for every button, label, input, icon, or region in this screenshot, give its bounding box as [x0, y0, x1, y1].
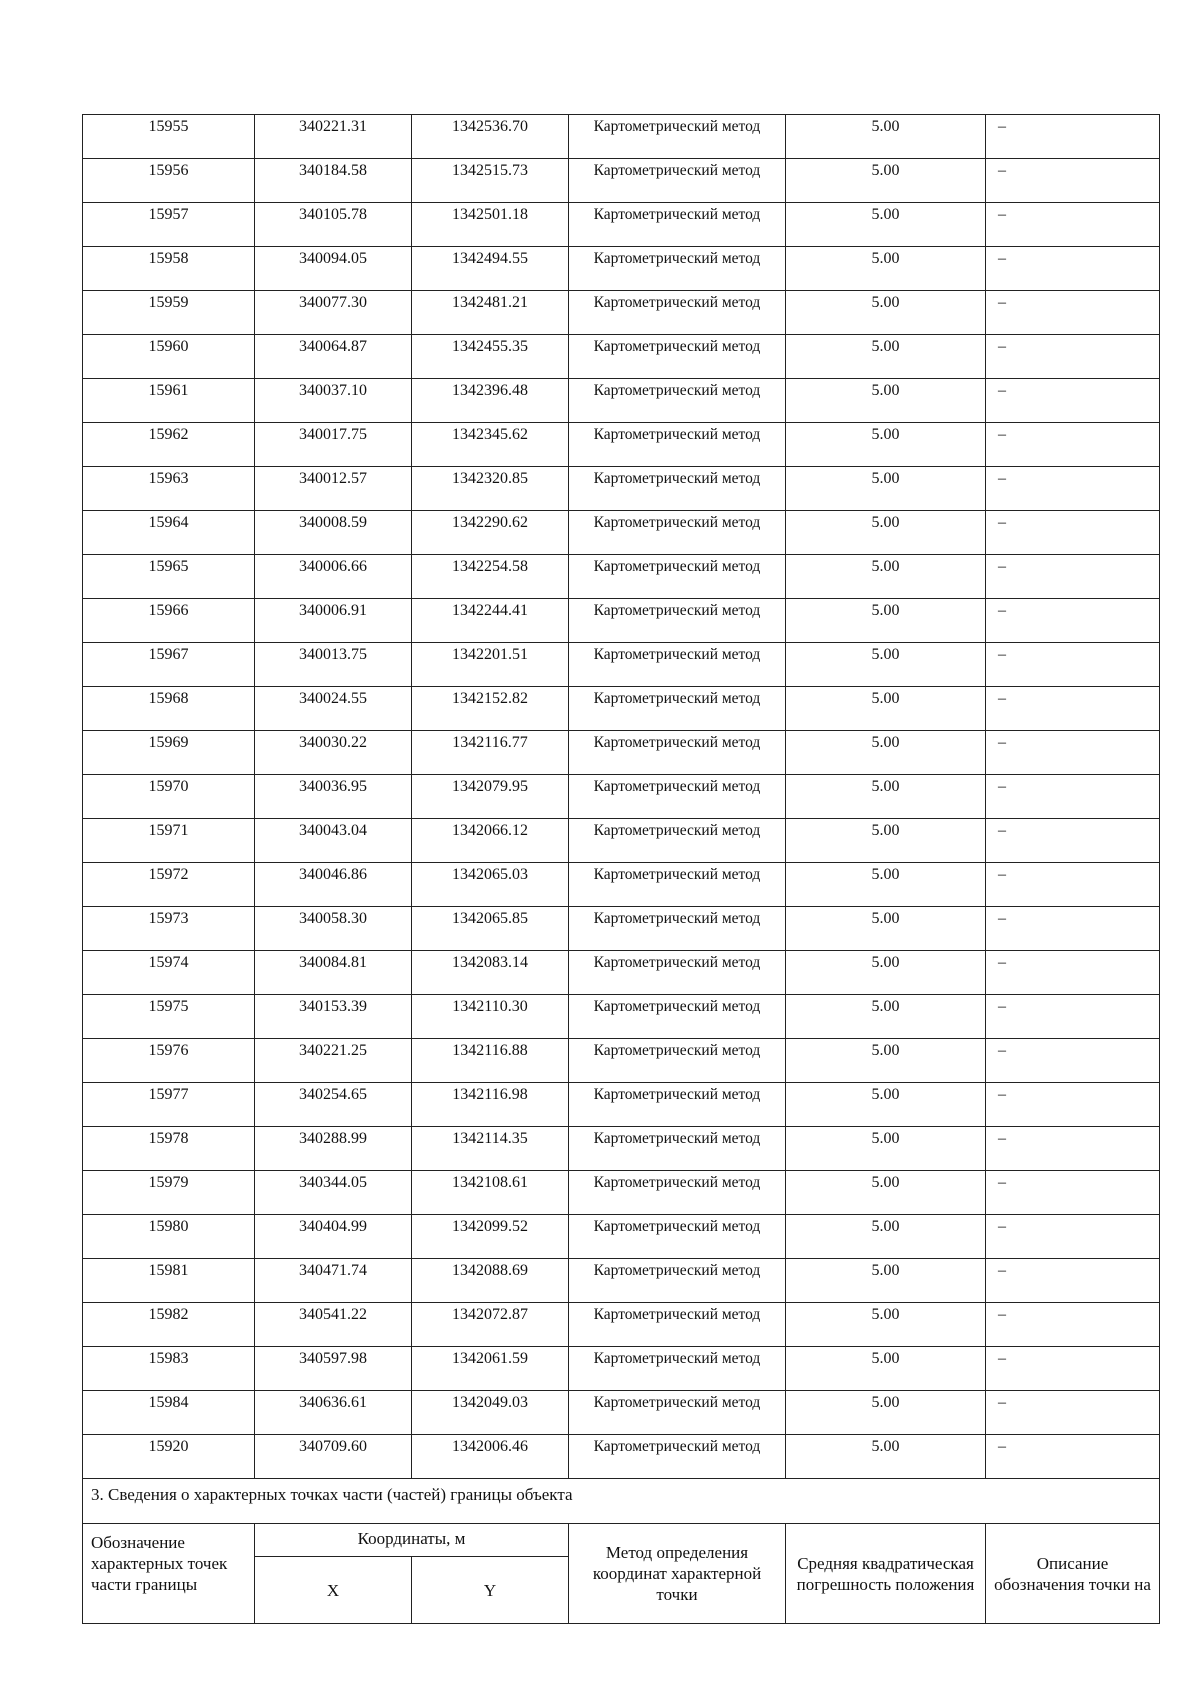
- method-cell: Картометрический метод: [569, 1435, 786, 1479]
- description-cell: –: [986, 511, 1160, 555]
- method-cell: Картометрический метод: [569, 1347, 786, 1391]
- coord-x: 340043.04: [255, 819, 412, 863]
- point-number: 15972: [83, 863, 255, 907]
- coord-x: 340344.05: [255, 1171, 412, 1215]
- point-number: 15981: [83, 1259, 255, 1303]
- table-row: [83, 1347, 1160, 1391]
- error-cell: 5.00: [786, 599, 986, 643]
- coord-x: 340017.75: [255, 423, 412, 467]
- description-cell: –: [986, 203, 1160, 247]
- description-cell: –: [986, 1171, 1160, 1215]
- coord-x: 340064.87: [255, 335, 412, 379]
- description-cell: –: [986, 291, 1160, 335]
- coord-y: 1342201.51: [412, 643, 569, 687]
- method-cell: Картометрический метод: [569, 1303, 786, 1347]
- method-cell: Картометрический метод: [569, 159, 786, 203]
- table-row: [83, 951, 1160, 995]
- description-cell: –: [986, 907, 1160, 951]
- table-row: [83, 1435, 1160, 1479]
- coord-x: 340153.39: [255, 995, 412, 1039]
- point-number: 15957: [83, 203, 255, 247]
- section3-header: [83, 1479, 1160, 1624]
- error-cell: 5.00: [786, 335, 986, 379]
- description-cell: –: [986, 1039, 1160, 1083]
- description-cell: –: [986, 643, 1160, 687]
- point-number: 15959: [83, 291, 255, 335]
- method-cell: Картометрический метод: [569, 335, 786, 379]
- coord-x: 340077.30: [255, 291, 412, 335]
- description-cell: –: [986, 819, 1160, 863]
- coord-y: 1342108.61: [412, 1171, 569, 1215]
- coord-x: 340013.75: [255, 643, 412, 687]
- description-cell: –: [986, 423, 1160, 467]
- point-number: 15967: [83, 643, 255, 687]
- coord-y: 1342079.95: [412, 775, 569, 819]
- error-cell: 5.00: [786, 1171, 986, 1215]
- coord-y: 1342099.52: [412, 1215, 569, 1259]
- error-cell: 5.00: [786, 379, 986, 423]
- coord-y: 1342481.21: [412, 291, 569, 335]
- header-coordinates: Координаты, м: [255, 1524, 569, 1557]
- method-cell: Картометрический метод: [569, 1039, 786, 1083]
- description-cell: –: [986, 1127, 1160, 1171]
- method-cell: Картометрический метод: [569, 863, 786, 907]
- error-cell: 5.00: [786, 1039, 986, 1083]
- coord-y: 1342049.03: [412, 1391, 569, 1435]
- point-number: 15958: [83, 247, 255, 291]
- table-row: [83, 731, 1160, 775]
- error-cell: 5.00: [786, 731, 986, 775]
- point-number: 15920: [83, 1435, 255, 1479]
- coord-y: 1342345.62: [412, 423, 569, 467]
- point-number: 15955: [83, 115, 255, 159]
- coord-x: 340221.31: [255, 115, 412, 159]
- point-number: 15956: [83, 159, 255, 203]
- coord-y: 1342536.70: [412, 115, 569, 159]
- coord-x: 340094.05: [255, 247, 412, 291]
- point-number: 15963: [83, 467, 255, 511]
- table-row: [83, 643, 1160, 687]
- description-cell: –: [986, 159, 1160, 203]
- table-row: [83, 511, 1160, 555]
- coord-y: 1342501.18: [412, 203, 569, 247]
- error-cell: 5.00: [786, 951, 986, 995]
- point-number: 15980: [83, 1215, 255, 1259]
- coord-x: 340006.91: [255, 599, 412, 643]
- coordinates-table: [82, 114, 1160, 1624]
- method-cell: Картометрический метод: [569, 995, 786, 1039]
- table-row: [83, 247, 1160, 291]
- coord-y: 1342116.98: [412, 1083, 569, 1127]
- table-row: [83, 863, 1160, 907]
- header-designation: Обозначение характерных точек части границы: [83, 1524, 255, 1624]
- error-cell: 5.00: [786, 1083, 986, 1127]
- point-number: 15983: [83, 1347, 255, 1391]
- method-cell: Картометрический метод: [569, 423, 786, 467]
- error-cell: 5.00: [786, 907, 986, 951]
- point-number: 15973: [83, 907, 255, 951]
- coord-y: 1342455.35: [412, 335, 569, 379]
- description-cell: –: [986, 1259, 1160, 1303]
- error-cell: 5.00: [786, 247, 986, 291]
- table-row: [83, 775, 1160, 819]
- method-cell: Картометрический метод: [569, 1127, 786, 1171]
- point-number: 15984: [83, 1391, 255, 1435]
- description-cell: –: [986, 687, 1160, 731]
- table-row: [83, 203, 1160, 247]
- description-cell: –: [986, 555, 1160, 599]
- description-cell: –: [986, 467, 1160, 511]
- section-title: 3. Сведения о характерных точках части (частей) границы объекта: [83, 1479, 1160, 1524]
- method-cell: Картометрический метод: [569, 687, 786, 731]
- coord-y: 1342066.12: [412, 819, 569, 863]
- description-cell: –: [986, 731, 1160, 775]
- coord-y: 1342006.46: [412, 1435, 569, 1479]
- error-cell: 5.00: [786, 159, 986, 203]
- point-number: 15961: [83, 379, 255, 423]
- coord-y: 1342072.87: [412, 1303, 569, 1347]
- coord-x: 340036.95: [255, 775, 412, 819]
- coord-x: 340709.60: [255, 1435, 412, 1479]
- coord-x: 340105.78: [255, 203, 412, 247]
- table-row: [83, 1391, 1160, 1435]
- point-number: 15968: [83, 687, 255, 731]
- method-cell: Картометрический метод: [569, 115, 786, 159]
- description-cell: –: [986, 1347, 1160, 1391]
- coord-x: 340084.81: [255, 951, 412, 995]
- description-cell: –: [986, 1083, 1160, 1127]
- method-cell: Картометрический метод: [569, 467, 786, 511]
- method-cell: Картометрический метод: [569, 1215, 786, 1259]
- coord-x: 340024.55: [255, 687, 412, 731]
- method-cell: Картометрический метод: [569, 511, 786, 555]
- error-cell: 5.00: [786, 1215, 986, 1259]
- method-cell: Картометрический метод: [569, 291, 786, 335]
- description-cell: –: [986, 775, 1160, 819]
- coord-x: 340046.86: [255, 863, 412, 907]
- method-cell: Картометрический метод: [569, 907, 786, 951]
- table-row: [83, 335, 1160, 379]
- error-cell: 5.00: [786, 291, 986, 335]
- description-cell: –: [986, 335, 1160, 379]
- coord-x: 340541.22: [255, 1303, 412, 1347]
- coord-y: 1342088.69: [412, 1259, 569, 1303]
- coord-y: 1342244.41: [412, 599, 569, 643]
- point-number: 15970: [83, 775, 255, 819]
- coord-y: 1342396.48: [412, 379, 569, 423]
- description-cell: –: [986, 1435, 1160, 1479]
- table-row: [83, 819, 1160, 863]
- description-cell: –: [986, 951, 1160, 995]
- table-body: [83, 115, 1160, 1479]
- method-cell: Картометрический метод: [569, 819, 786, 863]
- point-number: 15966: [83, 599, 255, 643]
- table-row: [83, 379, 1160, 423]
- header-y: Y: [412, 1557, 569, 1624]
- error-cell: 5.00: [786, 819, 986, 863]
- method-cell: Картометрический метод: [569, 247, 786, 291]
- coord-x: 340254.65: [255, 1083, 412, 1127]
- point-number: 15982: [83, 1303, 255, 1347]
- error-cell: 5.00: [786, 423, 986, 467]
- table-row: [83, 1083, 1160, 1127]
- method-cell: Картометрический метод: [569, 1171, 786, 1215]
- error-cell: 5.00: [786, 1303, 986, 1347]
- method-cell: Картометрический метод: [569, 599, 786, 643]
- point-number: 15978: [83, 1127, 255, 1171]
- description-cell: –: [986, 1391, 1160, 1435]
- coord-y: 1342114.35: [412, 1127, 569, 1171]
- error-cell: 5.00: [786, 1347, 986, 1391]
- error-cell: 5.00: [786, 467, 986, 511]
- coord-y: 1342116.77: [412, 731, 569, 775]
- table-row: [83, 687, 1160, 731]
- error-cell: 5.00: [786, 775, 986, 819]
- table-row: [83, 1171, 1160, 1215]
- coord-y: 1342083.14: [412, 951, 569, 995]
- coord-y: 1342494.55: [412, 247, 569, 291]
- table-row: [83, 115, 1160, 159]
- coord-x: 340006.66: [255, 555, 412, 599]
- method-cell: Картометрический метод: [569, 951, 786, 995]
- error-cell: 5.00: [786, 643, 986, 687]
- error-cell: 5.00: [786, 1259, 986, 1303]
- point-number: 15977: [83, 1083, 255, 1127]
- coord-x: 340471.74: [255, 1259, 412, 1303]
- coord-x: 340288.99: [255, 1127, 412, 1171]
- error-cell: 5.00: [786, 687, 986, 731]
- header-x: X: [255, 1557, 412, 1624]
- table-row: [83, 555, 1160, 599]
- point-number: 15971: [83, 819, 255, 863]
- error-cell: 5.00: [786, 555, 986, 599]
- table-row: [83, 1215, 1160, 1259]
- error-cell: 5.00: [786, 115, 986, 159]
- method-cell: Картометрический метод: [569, 643, 786, 687]
- table-row: [83, 423, 1160, 467]
- description-cell: –: [986, 1303, 1160, 1347]
- coord-x: 340012.57: [255, 467, 412, 511]
- description-cell: –: [986, 115, 1160, 159]
- method-cell: Картометрический метод: [569, 1083, 786, 1127]
- method-cell: Картометрический метод: [569, 775, 786, 819]
- method-cell: Картометрический метод: [569, 731, 786, 775]
- description-cell: –: [986, 379, 1160, 423]
- coord-x: 340597.98: [255, 1347, 412, 1391]
- error-cell: 5.00: [786, 1127, 986, 1171]
- table-row: [83, 1127, 1160, 1171]
- error-cell: 5.00: [786, 1435, 986, 1479]
- coord-x: 340058.30: [255, 907, 412, 951]
- coord-x: 340008.59: [255, 511, 412, 555]
- header-description: Описание обозначения точки на: [986, 1524, 1160, 1624]
- coord-y: 1342320.85: [412, 467, 569, 511]
- coord-x: 340037.10: [255, 379, 412, 423]
- coord-y: 1342061.59: [412, 1347, 569, 1391]
- coord-y: 1342065.85: [412, 907, 569, 951]
- coord-x: 340184.58: [255, 159, 412, 203]
- method-cell: Картометрический метод: [569, 379, 786, 423]
- table-row: [83, 1259, 1160, 1303]
- coord-y: 1342152.82: [412, 687, 569, 731]
- coord-x: 340636.61: [255, 1391, 412, 1435]
- description-cell: –: [986, 863, 1160, 907]
- error-cell: 5.00: [786, 203, 986, 247]
- error-cell: 5.00: [786, 511, 986, 555]
- coord-y: 1342110.30: [412, 995, 569, 1039]
- method-cell: Картометрический метод: [569, 1391, 786, 1435]
- table-row: [83, 291, 1160, 335]
- point-number: 15964: [83, 511, 255, 555]
- coord-y: 1342065.03: [412, 863, 569, 907]
- table-row: [83, 599, 1160, 643]
- point-number: 15962: [83, 423, 255, 467]
- coord-y: 1342116.88: [412, 1039, 569, 1083]
- error-cell: 5.00: [786, 995, 986, 1039]
- error-cell: 5.00: [786, 863, 986, 907]
- point-number: 15974: [83, 951, 255, 995]
- error-cell: 5.00: [786, 1391, 986, 1435]
- table-row: [83, 1303, 1160, 1347]
- point-number: 15976: [83, 1039, 255, 1083]
- description-cell: –: [986, 1215, 1160, 1259]
- description-cell: –: [986, 247, 1160, 291]
- point-number: 15969: [83, 731, 255, 775]
- table-row: [83, 1039, 1160, 1083]
- point-number: 15975: [83, 995, 255, 1039]
- description-cell: –: [986, 995, 1160, 1039]
- method-cell: Картометрический метод: [569, 203, 786, 247]
- description-cell: –: [986, 599, 1160, 643]
- point-number: 15979: [83, 1171, 255, 1215]
- header-error: Средняя квадратическая погрешность положения: [786, 1524, 986, 1624]
- method-cell: Картометрический метод: [569, 1259, 786, 1303]
- table-row: [83, 159, 1160, 203]
- coord-x: 340221.25: [255, 1039, 412, 1083]
- header-method: Метод определения координат характерной точки: [569, 1524, 786, 1624]
- point-number: 15960: [83, 335, 255, 379]
- coord-x: 340404.99: [255, 1215, 412, 1259]
- method-cell: Картометрический метод: [569, 555, 786, 599]
- coord-y: 1342254.58: [412, 555, 569, 599]
- coord-y: 1342515.73: [412, 159, 569, 203]
- coord-y: 1342290.62: [412, 511, 569, 555]
- table-row: [83, 467, 1160, 511]
- point-number: 15965: [83, 555, 255, 599]
- table-row: [83, 995, 1160, 1039]
- coord-x: 340030.22: [255, 731, 412, 775]
- table-row: [83, 907, 1160, 951]
